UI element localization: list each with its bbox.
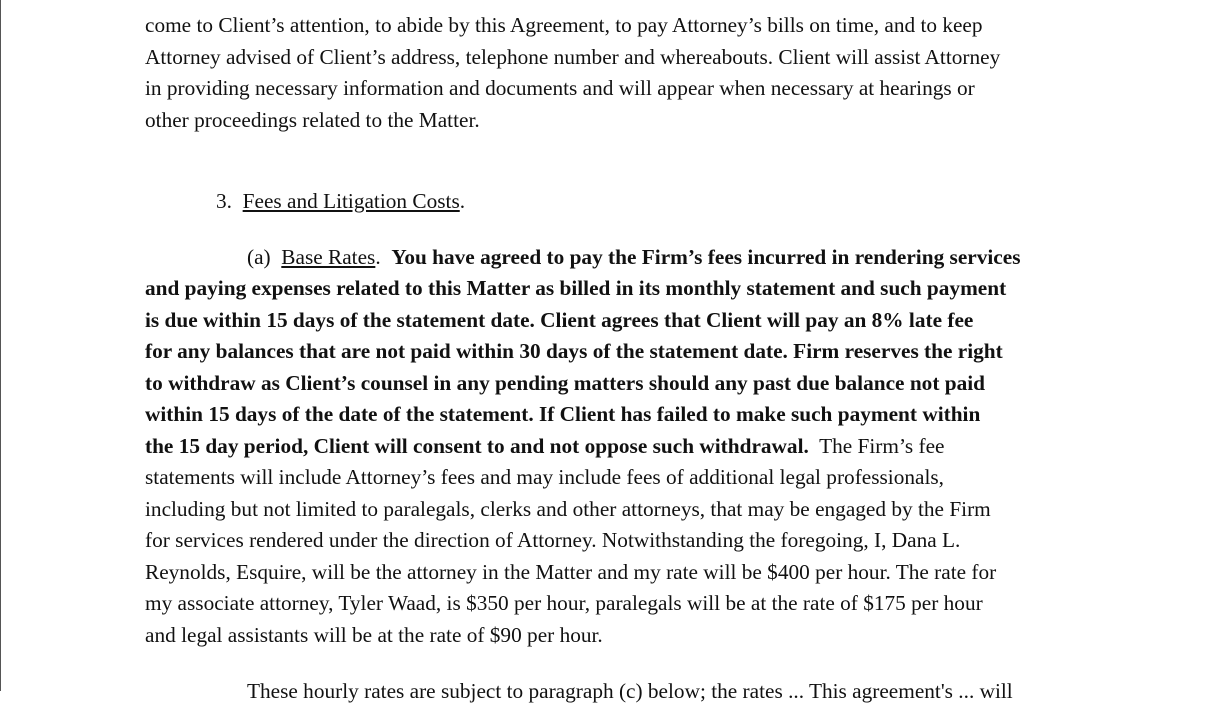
text-line: Attorney advised of Client’s address, telephone number and whereabouts. Client will assist Attorney — [145, 44, 1001, 69]
subsection-a-paragraph — [145, 242, 1130, 652]
text-line: statements will include Attorney’s fees and may include fees of additional legal professionals, — [145, 465, 945, 489]
section-2-tail — [145, 10, 1130, 136]
text-line: for services rendered under the direction of Attorney. Notwithstanding the foregoing, I, Dana L. — [145, 528, 961, 552]
document-body — [145, 10, 1130, 651]
subsection-marker: (a) — [247, 244, 271, 269]
section-3-heading — [145, 186, 1130, 218]
text-line: including but not limited to paralegals, clerks and other attorneys, that may be engaged by the Firm — [145, 496, 991, 521]
bold-text-line: for any balances that are not paid within 30 days of the statement date. Firm reserves the right — [145, 339, 1003, 363]
bold-text: the 15 day period, Client will consent to and not oppose such withdrawal. — [145, 433, 809, 458]
section-number: 3. — [216, 189, 232, 213]
bold-text-line: is due within 15 days of the statement date. Client agrees that Client will pay an 8% late fee — [145, 307, 974, 332]
bold-text-line: within 15 days of the date of the statement. If Client has failed to make such payment within — [145, 402, 981, 426]
section-title-punct: . — [459, 189, 466, 213]
subsection-title-punct: . — [375, 244, 381, 269]
text-line: other proceedings related to the Matter. — [145, 107, 480, 132]
regular-text: The Firm’s fee — [819, 433, 945, 458]
bold-text-line: to withdraw as Client’s counsel in any pending matters should any past due balance not paid — [145, 370, 985, 395]
bold-text-line: and paying expenses related to this Matter as billed in its monthly statement and such payment — [145, 276, 1007, 300]
text-line: come to Client’s attention, to abide by this Agreement, to pay Attorney’s bills on time, and to keep — [145, 13, 983, 37]
subsection-a-first-line — [145, 242, 1130, 274]
text-line: and legal assistants will be at the rate of $90 per hour. — [145, 622, 603, 647]
text-line: my associate attorney, Tyler Waad, is $350 per hour, paralegals will be at the rate of $175 per hour — [145, 591, 983, 615]
text-line: Reynolds, Esquire, will be the attorney in the Matter and my rate will be $400 per hour. The rate for — [145, 559, 997, 584]
mixed-text-line — [145, 431, 1130, 463]
next-paragraph-cut-off: These hourly rates are subject to paragraph (c) below; the rates ... This agreement's ... will — [247, 679, 1013, 703]
section-title: Fees and Litigation Costs — [242, 189, 460, 213]
page-left-border — [0, 0, 1, 691]
text-line: in providing necessary information and documents and will appear when necessary at hearings or — [145, 76, 975, 100]
subsection-title: Base Rates — [281, 244, 376, 269]
bold-text: You have agreed to pay the Firm’s fees incurred in rendering services — [391, 244, 1021, 269]
